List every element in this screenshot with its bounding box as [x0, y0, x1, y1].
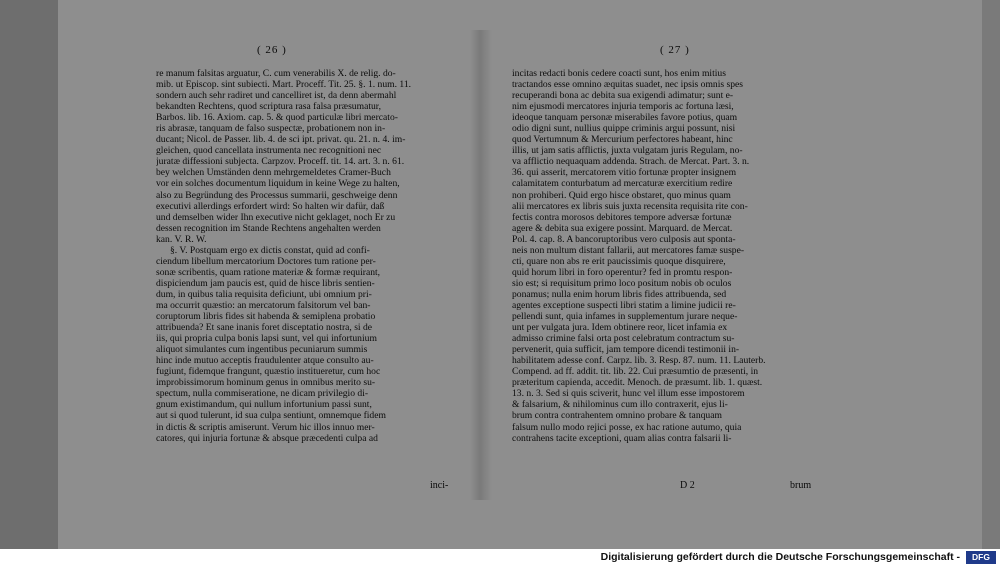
left-text-line: iis, qui propria culpa bonis lapsi sunt, vel qui infortunium	[156, 333, 377, 345]
left-text-line: re manum falsitas arguatur, C. cum venerabilis X. de relig. do-	[156, 68, 396, 79]
left-text-line: vor ein solches documentum liquidum in keine Wege zu halten,	[156, 178, 400, 190]
right-text-line: Compend. ad ff. addit. tit. lib. 22. Cui præsumtio de præsenti, in	[512, 366, 759, 378]
left-text-line: dum, in quibus talia requisita deficiunt, ubi omnium pri-	[156, 288, 372, 300]
left-text-line: gnum existimandum, qui nullum infortunium passi sunt,	[156, 399, 372, 411]
left-text-line: catores, qui injuria fortunæ & absque præcedenti culpa ad	[156, 432, 378, 444]
right-text-line: 13. n. 3. Sed si quis sciverit, hunc vel illum esse impostorem	[512, 388, 745, 400]
footer-credit: Digitalisierung gefördert durch die Deutsche Forschungsgemeinschaft -	[600, 551, 960, 563]
right-text-line: incitas redacti bonis cedere coacti sunt, hos enim mitius	[512, 68, 726, 79]
left-text-line: aut si quod tulerunt, id sua culpa sentiunt, omnemque fidem	[156, 410, 386, 422]
right-text-line: illis, ut jam satis afflictis, juxta vulgatam juris Regulam, no-	[512, 145, 743, 157]
left-text-line: Barbos. lib. 16. Axiom. cap. 5. & quod particulæ libri mercato-	[156, 112, 398, 124]
left-text-line: bey welchen Umständen denn mehrgemeldetes Cramer-Buch	[156, 167, 391, 179]
right-text-line: & falsarium, & nihilominus cum illo contraxerit, ejus li-	[512, 399, 728, 411]
left-text-line: ciendum libellum mercatorium Doctores tum ratione per-	[156, 255, 376, 267]
left-text-line: bekandten Rechtens, quod scriptura rasa falsa præsumatur,	[156, 101, 381, 113]
left-text-line: spectum, nulla commiseratione, ne dicam privilegio di-	[156, 388, 369, 400]
left-text-line: §. V. Postquam ergo ex dictis constat, quid ad confi-	[170, 244, 370, 256]
right-text-line: agere & debita sua exigere possint. Marquard. de Mercat.	[512, 222, 733, 234]
left-text-line: und demselben wider Ihn executive nicht geklaget, noch Er zu	[156, 211, 396, 223]
left-text-line: attribuenda? Et sane inanis foret disceptatio nostra, si de	[156, 322, 373, 334]
right-text-line: sio est; si requisitum primo loco positum nobis ob oculos	[512, 277, 732, 289]
left-page-text	[156, 68, 454, 444]
left-text-line: sondern auch sehr radiret und cancelliret ist, da denn abermahl	[156, 90, 397, 102]
right-text-line: agentes exceptione suspecti libri statim a limine judicii re-	[512, 299, 736, 311]
right-text-line: cti, quare non abs re erit paucissimis quoque disquirere,	[512, 255, 726, 267]
left-text-line: also zu Begründung des Processus summarii, geschweige denn	[156, 189, 398, 201]
left-text-line: improbissimorum hominum genus in omnibus merito su-	[156, 377, 376, 389]
right-signature: D 2	[680, 480, 695, 491]
right-text-line: quod Vertumnum & Mercurium perfectores habeant, hinc	[512, 134, 733, 146]
right-catchword: brum	[790, 480, 812, 491]
left-text-line: ris abrasæ, tanquam de falso suspectæ, probationem non in-	[156, 123, 386, 135]
left-text-line: dessen recognition im Stande Rechtens angehalten werden	[156, 222, 381, 234]
right-text-line: præteritum capienda, accedit. Menoch. de præsumt. lib. 1. quæst.	[512, 377, 763, 389]
left-text-line: executivi allerdings erfordert wird: So halten wir dafür, daß	[156, 200, 385, 212]
left-text-line: ducant; Nicol. de Passer. lib. 4. de sci ipt. privat. qu. 21. n. 4. im-	[156, 134, 406, 146]
right-text-line: calamitatem conturbatum ad mercaturæ exercitium redire	[512, 178, 733, 190]
right-text-line: unt per vulgata jura. Idem obtinere reor, licet infamia ex	[512, 322, 728, 334]
right-text-line: neis non multum distant fallarii, aut mercatores famæ suspe-	[512, 244, 745, 256]
right-text-line: va afflictio nequaquam addenda. Strach. de Mercat. Part. 3. n.	[512, 156, 750, 168]
right-text-line: alii mercatores ex libris suis juxta recensita requisita rite con-	[512, 200, 748, 212]
right-text-line: admisso crimine falsi orta post celebratum contractum su-	[512, 333, 735, 345]
right-text-line: falsum nullo modo rejici posse, ex hac ratione autumo, quia	[512, 421, 742, 433]
right-page-text	[512, 68, 814, 444]
left-text-line: fugiunt, fidemque frangunt, quæstio institueretur, cum hoc	[156, 366, 381, 378]
right-text-line: non prohiberi. Quid ergo hisce obstaret, quo minus quam	[512, 189, 731, 201]
right-text-line: nim ejusmodi mercatores injuria temporis ac fortuna læsi,	[512, 101, 734, 113]
left-text-line: aliquot simulantes cum ingentibus pecuniarum summis	[156, 344, 368, 356]
right-text-line: ponamus; nulla enim horum libris fides attribuenda, sed	[512, 288, 727, 300]
right-text-line: contrahens tacite exceptioni, quam alias contra falsarii li-	[512, 432, 732, 444]
book-gutter	[470, 30, 492, 500]
right-page-number: ( 27 )	[660, 44, 690, 56]
left-text-line: sonæ scribentis, quam ratione materiæ & formæ requirant,	[156, 266, 381, 278]
left-text-line: hinc inde mutuo acceptis fraudulenter atque consulto au-	[156, 355, 374, 367]
right-text-line: tractandos esse omnino æquitas suadet, nec ipsis omnis spes	[512, 79, 744, 91]
right-text-line: brum contra contrahentem omnino probare & tanquam	[512, 410, 722, 422]
right-text-line: pervenerit, quia sufficit, jam tempore dicendi testimonii in-	[512, 344, 740, 356]
left-text-line: dispiciendum jam paucis est, quid de hisce libris sentien-	[156, 277, 375, 289]
left-text-line: kan. V. R. W.	[156, 233, 207, 245]
right-text-line: habilitatem adesse conf. Carpz. lib. 3. Resp. 87. num. 11. Lauterb.	[512, 355, 766, 367]
right-text-line: 36. qui asserit, mercatorem vitio fortunæ propter insignem	[512, 167, 737, 179]
left-page-number: ( 26 )	[257, 44, 287, 56]
left-text-line: mib. ut Episcop. sint subiecti. Mart. Proceff. Tit. 25. §. 1. num. 11.	[156, 79, 412, 91]
left-text-line: juratæ diffessioni subjecta. Carpzov. Proceff. tit. 14. art. 3. n. 61.	[156, 156, 405, 168]
right-text-line: Pol. 4. cap. 8. A bancoruptoribus vero culposis aut sponta-	[512, 233, 736, 245]
right-text-line: pellendi sunt, quia infames in supplementum jurare neque-	[512, 311, 738, 323]
right-text-line: recuperandi bona ac debita sua exigendi adimatur; sunt e-	[512, 90, 734, 102]
right-text-line: odio digni sunt, nullius quippe criminis argui possunt, nisi	[512, 123, 736, 135]
right-text-line: fectis contra morosos debitores tempore adversæ fortunæ	[512, 211, 732, 223]
right-text-line: quid horum libri in foro operentur? fed in promtu respon-	[512, 266, 733, 278]
right-text-line: ideoque tanquam personæ miserabiles favore potius, quam	[512, 112, 738, 124]
left-catchword: inci-	[430, 480, 449, 491]
dfg-logo: DFG	[966, 551, 996, 564]
scan-right-edge	[982, 0, 1000, 549]
left-text-line: in dictis & scriptis amiserunt. Verum hic illos innuo mer-	[156, 421, 375, 433]
footer-bar	[0, 549, 1000, 567]
left-text-line: coruptorum libris fides sit habenda & semiplena probatio	[156, 311, 376, 323]
left-text-line: gleichen, quod cancellata instrumenta nec recognitioni nec	[156, 145, 382, 157]
scan-left-edge	[0, 0, 58, 549]
left-text-line: ma occurrit quæstio: an mercatorum falsitorum vel ban-	[156, 299, 371, 311]
